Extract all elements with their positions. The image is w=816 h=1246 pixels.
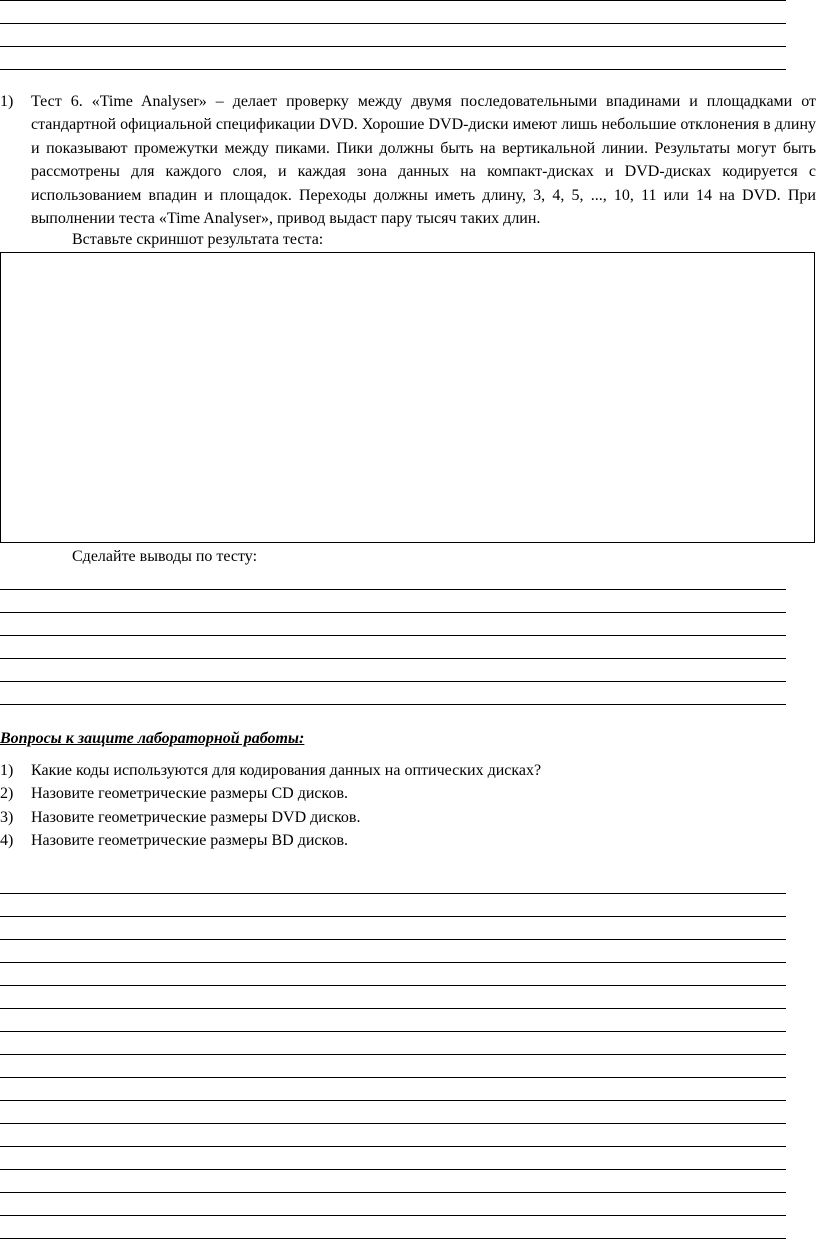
answer-line[interactable]: [0, 1054, 786, 1055]
conclusions-prompt: Сделайте выводы по тесту:: [72, 548, 258, 565]
question-text: Назовите геометрические размеры CD дисков.: [31, 785, 349, 803]
answer-line[interactable]: [0, 916, 786, 917]
question-number: 3): [0, 808, 14, 826]
answer-line[interactable]: [0, 23, 786, 24]
answer-line[interactable]: [0, 1169, 786, 1170]
answer-line[interactable]: [0, 589, 786, 590]
question-number: 1): [0, 762, 14, 779]
test6-paragraph: [0, 90, 816, 230]
answer-line[interactable]: [0, 893, 786, 894]
answer-line[interactable]: [0, 0, 786, 1]
answer-line[interactable]: [0, 939, 786, 940]
question-text: Какие коды используются для кодирования данных на оптических дисках?: [31, 762, 542, 779]
answer-line[interactable]: [0, 1077, 786, 1078]
answer-line[interactable]: [0, 1031, 786, 1032]
answer-line[interactable]: [0, 985, 786, 986]
answer-line[interactable]: [0, 1146, 786, 1147]
questions-heading: Вопросы к защите лабораторной работы:: [0, 730, 305, 747]
answer-line[interactable]: [0, 704, 786, 705]
answer-line[interactable]: [0, 635, 786, 636]
answer-line[interactable]: [0, 69, 786, 70]
answer-line[interactable]: [0, 46, 786, 47]
test6-number: 1): [0, 93, 14, 110]
answer-line[interactable]: [0, 1123, 786, 1124]
answer-line[interactable]: [0, 1215, 786, 1216]
screenshot-prompt: Вставьте скриншот результата теста:: [72, 231, 324, 248]
answer-line[interactable]: [0, 1192, 786, 1193]
test6-text: Тест 6. «Time Analyser» – делает проверку между двумя последовательными впадинами и площадками от стандартной официальной спецификации DVD. Хорошие DVD-диски имеют лишь небольшие отклонения в длину и показывают промежутки между пиками. Пики должны быть на вертикальной линии. Результаты могут быть рассмотрены для каждого слоя, и каждая зона данных на компакт-дисках и DVD-дисках кодируется с использованием впадин и площадок. Переходы должны иметь длину, 3, 4, 5, ..., 10, 11 или 14 на DVD. При выполнении теста «Time Analyser», привод выдаст пару тысяч таких длин.: [31, 93, 816, 228]
answer-line[interactable]: [0, 1100, 786, 1101]
answer-line[interactable]: [0, 1238, 786, 1239]
question-text: Назовите геометрические размеры DVD дисков.: [31, 808, 361, 826]
answer-line[interactable]: [0, 1008, 786, 1009]
question-text: Назовите геометрические размеры BD дисков.: [31, 832, 349, 850]
answer-line[interactable]: [0, 681, 786, 682]
answer-line[interactable]: [0, 658, 786, 659]
answer-line[interactable]: [0, 962, 786, 963]
answer-line[interactable]: [0, 612, 786, 613]
question-number: 2): [0, 785, 14, 803]
screenshot-box[interactable]: [0, 252, 815, 543]
question-number: 4): [0, 832, 14, 850]
